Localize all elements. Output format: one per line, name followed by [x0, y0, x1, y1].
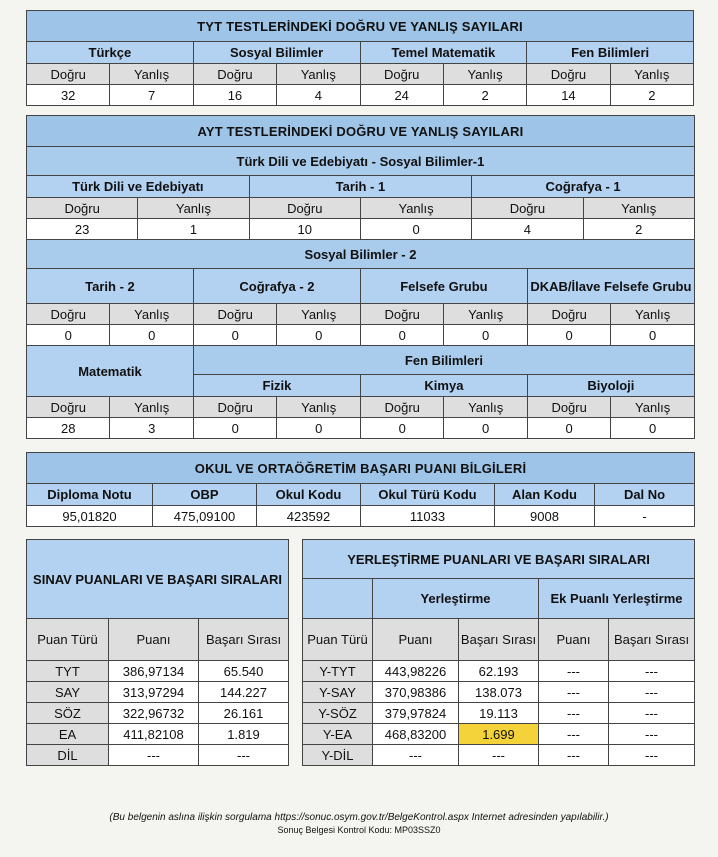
- ayt-dkab-yanlis: 0: [611, 325, 694, 346]
- sinav-row-sira: 26.161: [199, 703, 289, 724]
- ayt-subject-felsefe: Felsefe Grubu: [360, 269, 527, 304]
- sinav-header-puan-turu: Puan Türü: [27, 619, 109, 661]
- okul-value-diploma: 95,01820: [27, 506, 153, 527]
- yer-row-type: Y-SÖZ: [303, 703, 373, 724]
- dogru-label: Doğru: [527, 397, 610, 418]
- results-sheet: [26, 10, 694, 781]
- yanlis-label: Yanlış: [360, 198, 471, 219]
- ayt-tarih1-yanlis: 0: [360, 219, 471, 240]
- yer-row-type: Y-EA: [303, 724, 373, 745]
- okul-value-dal-no: -: [595, 506, 695, 527]
- yanlis-label: Yanlış: [110, 64, 193, 85]
- sinav-header-basari: Başarı Sırası: [199, 619, 289, 661]
- ayt-kimya-yanlis: 0: [444, 418, 527, 439]
- tyt-subject-turkce: Türkçe: [27, 42, 194, 64]
- tyt-turkce-yanlis: 7: [110, 85, 193, 106]
- tyt-fen-yanlis: 2: [610, 85, 693, 106]
- dogru-label: Doğru: [27, 64, 110, 85]
- okul-value-obp: 475,09100: [153, 506, 257, 527]
- dogru-label: Doğru: [27, 397, 110, 418]
- okul-header-alan-kodu: Alan Kodu: [495, 484, 595, 506]
- ayt-subject-biyoloji: Biyoloji: [527, 375, 694, 397]
- yanlis-label: Yanlış: [610, 64, 693, 85]
- okul-value-alan-kodu: 9008: [495, 506, 595, 527]
- ek-row-sira: ---: [609, 661, 695, 682]
- yanlis-label: Yanlış: [138, 198, 249, 219]
- yer-row-type: Y-TYT: [303, 661, 373, 682]
- footer-verification-note: (Bu belgenin aslına ilişkin sorgulama https://sonuc.osym.gov.tr/BelgeKontrol.aspx Internet adresinden yapılabilir.): [109, 812, 609, 823]
- dogru-label: Doğru: [527, 304, 610, 325]
- okul-title: OKUL VE ORTAÖĞRETİM BAŞARI PUANI BİLGİLERİ: [27, 453, 695, 484]
- sinav-row-puan: ---: [109, 745, 199, 766]
- ayt-sos2-title: Sosyal Bilimler - 2: [27, 240, 695, 269]
- yanlis-label: Yanlış: [110, 304, 193, 325]
- ek-row-sira: ---: [609, 682, 695, 703]
- ayt-subject-tarih2: Tarih - 2: [27, 269, 194, 304]
- tyt-subject-matematik: Temel Matematik: [360, 42, 527, 64]
- ayt-felsefe-dogru: 0: [360, 325, 443, 346]
- ayt-tde-yanlis: 1: [138, 219, 249, 240]
- yanlis-label: Yanlış: [611, 304, 694, 325]
- ayt-biyoloji-dogru: 0: [527, 418, 610, 439]
- dogru-label: Doğru: [360, 64, 443, 85]
- sinav-row-puan: 386,97134: [109, 661, 199, 682]
- ayt-biyoloji-yanlis: 0: [611, 418, 694, 439]
- okul-header-diploma: Diploma Notu: [27, 484, 153, 506]
- tyt-turkce-dogru: 32: [27, 85, 110, 106]
- dogru-label: Doğru: [193, 64, 276, 85]
- ek-row-puan: ---: [539, 703, 609, 724]
- ayt-felsefe-yanlis: 0: [444, 325, 527, 346]
- ek-header-puani: Puanı: [539, 619, 609, 661]
- sinav-row-sira: 144.227: [199, 682, 289, 703]
- footer-control-code: Sonuç Belgesi Kontrol Kodu: MP03SSZ0: [277, 825, 441, 835]
- ayt-table: [26, 115, 695, 439]
- ayt-subject-fizik: Fizik: [193, 375, 360, 397]
- tyt-title: TYT TESTLERİNDEKİ DOĞRU VE YANLIŞ SAYILARI: [27, 11, 694, 42]
- yerlestirme-group: Yerleştirme: [373, 579, 539, 619]
- okul-value-okul-turu: 11033: [361, 506, 495, 527]
- ek-row-puan: ---: [539, 724, 609, 745]
- footer: [0, 812, 718, 836]
- yerlestirme-title: YERLEŞTİRME PUANLARI VE BAŞARI SIRALARI: [303, 540, 695, 579]
- tyt-subject-fen: Fen Bilimleri: [527, 42, 694, 64]
- yer-row-sira: 138.073: [459, 682, 539, 703]
- ek-row-sira: ---: [609, 703, 695, 724]
- tyt-sosyal-yanlis: 4: [277, 85, 360, 106]
- ayt-fen-title: Fen Bilimleri: [193, 346, 694, 375]
- dogru-label: Doğru: [193, 397, 276, 418]
- sinav-title: SINAV PUANLARI VE BAŞARI SIRALARI: [27, 540, 289, 619]
- ayt-cografya2-dogru: 0: [193, 325, 276, 346]
- ayt-tarih2-dogru: 0: [27, 325, 110, 346]
- sinav-row-sira: 1.819: [199, 724, 289, 745]
- dogru-label: Doğru: [27, 198, 138, 219]
- yerlestirme-blank: [303, 579, 373, 619]
- ayt-fizik-dogru: 0: [193, 418, 276, 439]
- ayt-fizik-yanlis: 0: [277, 418, 360, 439]
- ayt-cografya1-yanlis: 2: [583, 219, 694, 240]
- yer-row-sira: 62.193: [459, 661, 539, 682]
- okul-header-okul-turu: Okul Türü Kodu: [361, 484, 495, 506]
- ek-row-puan: ---: [539, 745, 609, 766]
- ayt-tarih1-dogru: 10: [249, 219, 360, 240]
- okul-header-dal-no: Dal No: [595, 484, 695, 506]
- sinav-row-sira: 65.540: [199, 661, 289, 682]
- dogru-label: Doğru: [193, 304, 276, 325]
- yer-row-type: Y-SAY: [303, 682, 373, 703]
- okul-header-okul-kodu: Okul Kodu: [257, 484, 361, 506]
- yanlis-label: Yanlış: [583, 198, 694, 219]
- tyt-subject-sosyal: Sosyal Bilimler: [193, 42, 360, 64]
- dogru-label: Doğru: [472, 198, 583, 219]
- ayt-cografya2-yanlis: 0: [277, 325, 360, 346]
- dogru-label: Doğru: [360, 304, 443, 325]
- yanlis-label: Yanlış: [277, 64, 360, 85]
- dogru-label: Doğru: [527, 64, 610, 85]
- yanlis-label: Yanlış: [444, 397, 527, 418]
- sinav-header-puani: Puanı: [109, 619, 199, 661]
- sinav-row-type: SAY: [27, 682, 109, 703]
- yer-row-sira: ---: [459, 745, 539, 766]
- ayt-matematik-yanlis: 3: [110, 418, 193, 439]
- yer-header-puani: Puanı: [373, 619, 459, 661]
- dogru-label: Doğru: [27, 304, 110, 325]
- ayt-matematik-dogru: 28: [27, 418, 110, 439]
- tyt-matematik-yanlis: 2: [443, 85, 526, 106]
- ayt-subject-cografya1: Coğrafya - 1: [472, 176, 695, 198]
- dogru-label: Doğru: [360, 397, 443, 418]
- ayt-subject-tde: Türk Dili ve Edebiyatı: [27, 176, 250, 198]
- sinav-row-type: DİL: [27, 745, 109, 766]
- ayt-kimya-dogru: 0: [360, 418, 443, 439]
- okul-table: [26, 452, 695, 527]
- okul-header-obp: OBP: [153, 484, 257, 506]
- sinav-row-type: TYT: [27, 661, 109, 682]
- ayt-subject-matematik: Matematik: [27, 346, 194, 397]
- sinav-row-type: SÖZ: [27, 703, 109, 724]
- ayt-subject-cografya2: Coğrafya - 2: [193, 269, 360, 304]
- ayt-dkab-dogru: 0: [527, 325, 610, 346]
- ayt-tarih2-yanlis: 0: [110, 325, 193, 346]
- tyt-table: [26, 10, 694, 106]
- yerlestirme-table: [302, 539, 695, 766]
- yer-row-sira: 19.113: [459, 703, 539, 724]
- sinav-row-puan: 411,82108: [109, 724, 199, 745]
- yer-row-puan: 468,83200: [373, 724, 459, 745]
- ek-row-puan: ---: [539, 682, 609, 703]
- ayt-tde-dogru: 23: [27, 219, 138, 240]
- yanlis-label: Yanlış: [277, 397, 360, 418]
- yer-row-puan: ---: [373, 745, 459, 766]
- sinav-row-sira: ---: [199, 745, 289, 766]
- ek-puanli-group: Ek Puanlı Yerleştirme: [539, 579, 695, 619]
- yer-row-sira-highlighted: 1.699: [459, 724, 539, 745]
- ek-row-sira: ---: [609, 724, 695, 745]
- yer-header-basari: Başarı Sırası: [459, 619, 539, 661]
- ayt-title: AYT TESTLERİNDEKİ DOĞRU VE YANLIŞ SAYILARI: [27, 116, 695, 147]
- ayt-cografya1-dogru: 4: [472, 219, 583, 240]
- yanlis-label: Yanlış: [443, 64, 526, 85]
- sinav-row-puan: 313,97294: [109, 682, 199, 703]
- okul-value-okul-kodu: 423592: [257, 506, 361, 527]
- yanlis-label: Yanlış: [611, 397, 694, 418]
- ek-row-puan: ---: [539, 661, 609, 682]
- sinav-row-puan: 322,96732: [109, 703, 199, 724]
- tyt-fen-dogru: 14: [527, 85, 610, 106]
- tyt-sosyal-dogru: 16: [193, 85, 276, 106]
- sinav-table: [26, 539, 289, 766]
- tyt-matematik-dogru: 24: [360, 85, 443, 106]
- ek-row-sira: ---: [609, 745, 695, 766]
- yer-row-puan: 379,97824: [373, 703, 459, 724]
- ayt-subject-kimya: Kimya: [360, 375, 527, 397]
- ek-header-basari: Başarı Sırası: [609, 619, 695, 661]
- ayt-subject-dkab: DKAB/İlave Felsefe Grubu: [527, 269, 694, 304]
- yer-row-puan: 370,98386: [373, 682, 459, 703]
- sinav-row-type: EA: [27, 724, 109, 745]
- yer-header-puan-turu: Puan Türü: [303, 619, 373, 661]
- yanlis-label: Yanlış: [444, 304, 527, 325]
- puan-section: [26, 539, 694, 781]
- ayt-tde-title: Türk Dili ve Edebiyatı - Sosyal Bilimler-1: [27, 147, 695, 176]
- yer-row-type: Y-DİL: [303, 745, 373, 766]
- yanlis-label: Yanlış: [277, 304, 360, 325]
- yanlis-label: Yanlış: [110, 397, 193, 418]
- dogru-label: Doğru: [249, 198, 360, 219]
- yer-row-puan: 443,98226: [373, 661, 459, 682]
- ayt-subject-tarih1: Tarih - 1: [249, 176, 472, 198]
